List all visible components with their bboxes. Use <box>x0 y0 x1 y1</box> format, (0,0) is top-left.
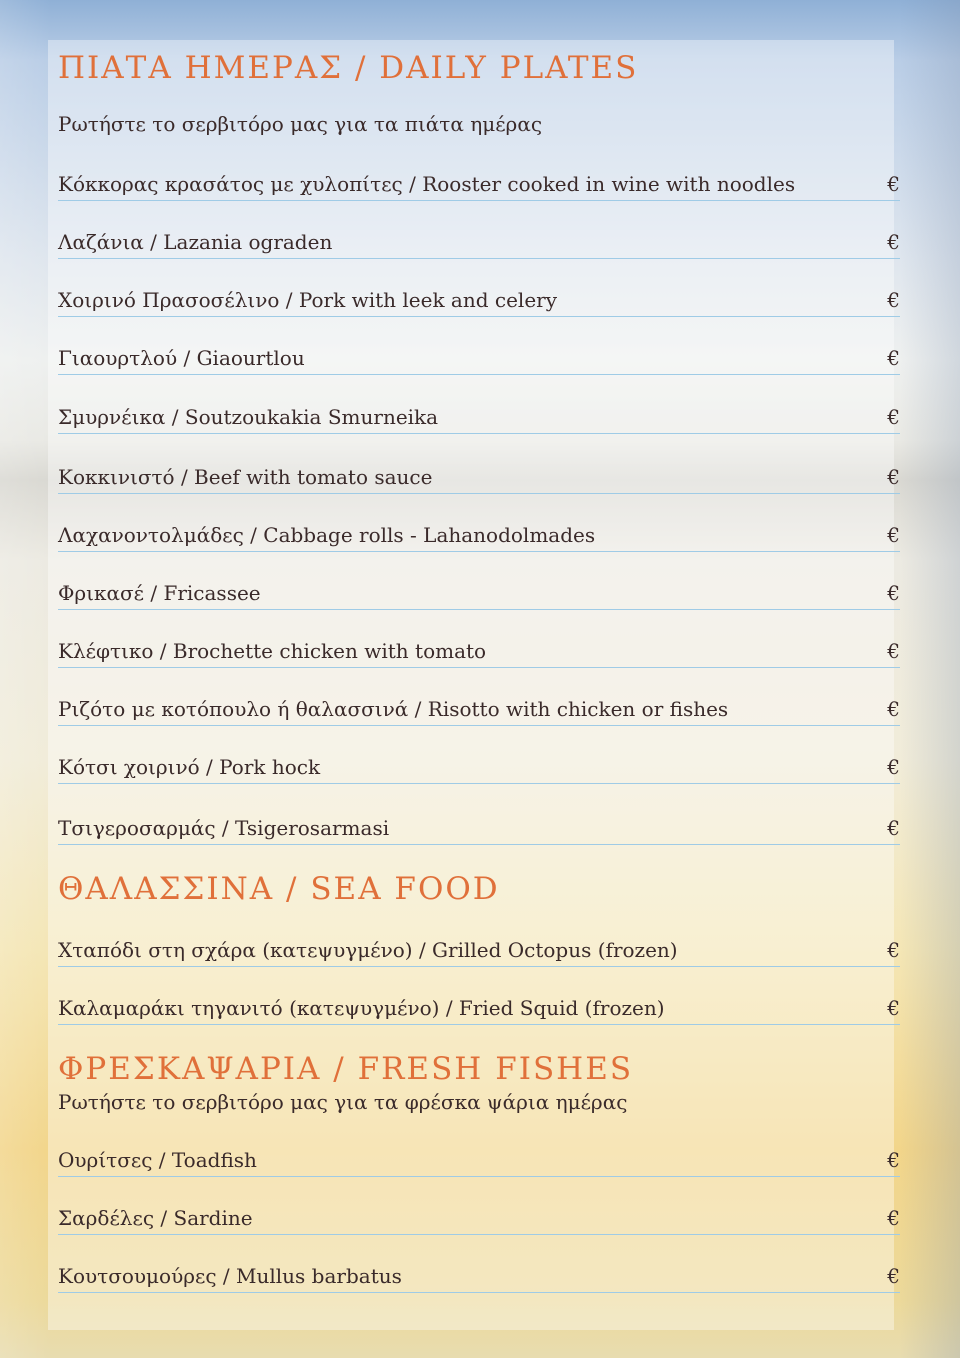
menu-item-name: Γιαουρτλού / Giaourtlou <box>58 346 305 370</box>
menu-item <box>58 403 900 434</box>
menu-item <box>58 637 900 668</box>
menu-item <box>58 1204 900 1235</box>
menu-item <box>58 1262 900 1293</box>
menu-item-price: € <box>887 816 900 840</box>
menu-item-price: € <box>887 697 900 721</box>
menu-item-name: Τσιγεροσαρμάς / Tsigerosarmasi <box>58 816 390 840</box>
section-title-sea-food: ΘΑΛΑΣΣΙΝΑ / SEA FOOD <box>58 871 500 907</box>
menu-item-price: € <box>887 639 900 663</box>
menu-item-price: € <box>887 996 900 1020</box>
section-subtitle-fresh-fishes: Ρωτήστε το σερβιτόρο μας για τα φρέσκα ψάρια ημέρας <box>58 1090 628 1114</box>
menu-item-name: Χταπόδι στη σχάρα (κατεψυγμένο) / Grilled Octopus (frozen) <box>58 938 678 962</box>
menu-item-name: Σαρδέλες / Sardine <box>58 1206 253 1230</box>
menu-item-name: Κότσι χοιρινό / Pork hock <box>58 755 321 779</box>
menu-item-name: Σμυρνέικα / Soutzoukakia Smurneika <box>58 405 439 429</box>
menu-item-price: € <box>887 288 900 312</box>
background-wash-right <box>900 0 960 1358</box>
section-title-fresh-fishes: ΦΡΕΣΚΑΨΑΡΙΑ / FRESH FISHES <box>58 1051 634 1087</box>
menu-item-price: € <box>887 1206 900 1230</box>
menu-item-price: € <box>887 346 900 370</box>
menu-item-name: Ριζότο με κοτόπουλο ή θαλασσινά / Risotto with chicken or fishes <box>58 697 729 721</box>
menu-item-price: € <box>887 405 900 429</box>
menu-item <box>58 170 900 201</box>
menu-item <box>58 936 900 967</box>
menu-item-name: Λαζάνια / Lazania ograden <box>58 230 333 254</box>
menu-item <box>58 579 900 610</box>
background-wash-left <box>0 0 52 1358</box>
menu-item-price: € <box>887 230 900 254</box>
menu-item <box>58 695 900 726</box>
menu-item-name: Ουρίτσες / Toadfish <box>58 1148 257 1172</box>
menu-item-name: Καλαμαράκι τηγανιτό (κατεψυγμένο) / Fried Squid (frozen) <box>58 996 665 1020</box>
menu-item <box>58 344 900 375</box>
section-subtitle-daily-plates: Ρωτήστε το σερβιτόρο μας για τα πιάτα ημέρας <box>58 112 543 136</box>
menu-item-name: Κλέφτικο / Brochette chicken with tomato <box>58 639 487 663</box>
menu-item-price: € <box>887 755 900 779</box>
menu-item <box>58 814 900 845</box>
menu-item-price: € <box>887 465 900 489</box>
menu-item <box>58 286 900 317</box>
menu-item-price: € <box>887 1148 900 1172</box>
menu-item <box>58 1146 900 1177</box>
menu-item-name: Λαχανοντολμάδες / Cabbage rolls - Lahanodolmades <box>58 523 596 547</box>
menu-item <box>58 753 900 784</box>
menu-item-price: € <box>887 172 900 196</box>
menu-item-price: € <box>887 581 900 605</box>
menu-item-price: € <box>887 1264 900 1288</box>
menu-item-name: Κοκκινιστό / Beef with tomato sauce <box>58 465 433 489</box>
menu-item <box>58 228 900 259</box>
menu-item-name: Κόκκορας κρασάτος με χυλοπίτες / Rooster cooked in wine with noodles <box>58 172 796 196</box>
menu-item-name: Φρικασέ / Fricassee <box>58 581 261 605</box>
menu-item-price: € <box>887 523 900 547</box>
menu-item-price: € <box>887 938 900 962</box>
menu-item <box>58 994 900 1025</box>
menu-item <box>58 521 900 552</box>
menu-item-name: Χοιρινό Πρασοσέλινο / Pork with leek and celery <box>58 288 558 312</box>
menu-item-name: Κουτσουμούρες / Mullus barbatus <box>58 1264 402 1288</box>
section-title-daily-plates: ΠΙΑΤΑ ΗΜΕΡΑΣ / DAILY PLATES <box>58 50 639 86</box>
menu-item <box>58 463 900 494</box>
